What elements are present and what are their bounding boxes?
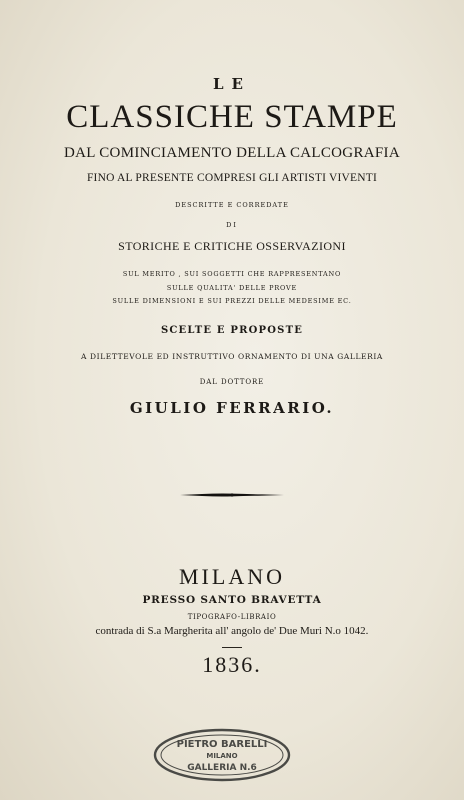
subtitle-first: DAL COMINCIAMENTO DELLA CALCOGRAFIA xyxy=(64,145,400,161)
stamp-line-3: GALLERIA N.6 xyxy=(187,763,257,773)
imprint-year: 1836. xyxy=(202,652,262,677)
descritte-line: DESCRITTE E CORREDATE xyxy=(175,201,289,209)
small-line-qualita: SULLE QUALITA' DELLE PROVE xyxy=(166,284,298,292)
imprint-role: TIPOGRAFO-LIBRAIO xyxy=(187,613,277,621)
small-line-dimensioni: SULLE DIMENSIONI E SUI PREZZI DELLE MEDESIME EC. xyxy=(112,297,352,305)
imprint-address: contrada di S.a Margherita all' angolo de' Due Muri N.o 1042. xyxy=(95,625,369,637)
stamp-line-1: PIETRO BARELLI xyxy=(176,739,268,750)
small-line-merito: SUL MERITO , SUI SOGGETTI CHE RAPPRESENTANO xyxy=(122,270,342,278)
short-divider xyxy=(222,647,242,648)
library-stamp-icon xyxy=(152,727,292,783)
dal-dottore-line: DAL DOTTORE xyxy=(199,378,265,386)
scelte-line: SCELTE E PROPOSTE xyxy=(160,325,304,336)
author-name: GIULIO FERRARIO. xyxy=(129,399,335,417)
di-line: DI xyxy=(226,221,238,229)
storiche-line: STORICHE E CRITICHE OSSERVAZIONI xyxy=(118,239,346,253)
heading-le: LE xyxy=(213,75,251,93)
imprint-publisher: PRESSO SANTO BRAVETTA xyxy=(142,594,322,606)
imprint-city: MILANO xyxy=(179,564,285,589)
ornament-rule-icon xyxy=(178,488,286,502)
subtitle-second: FINO AL PRESENTE COMPRESI GLI ARTISTI VIVENTI xyxy=(86,172,378,184)
dilettevole-line: A DILETTEVOLE ED INSTRUTTIVO ORNAMENTO DI UNA GALLERIA xyxy=(81,352,383,361)
main-title: CLASSICHE STAMPE xyxy=(66,99,398,135)
stamp-line-2: MILANO xyxy=(206,752,238,760)
